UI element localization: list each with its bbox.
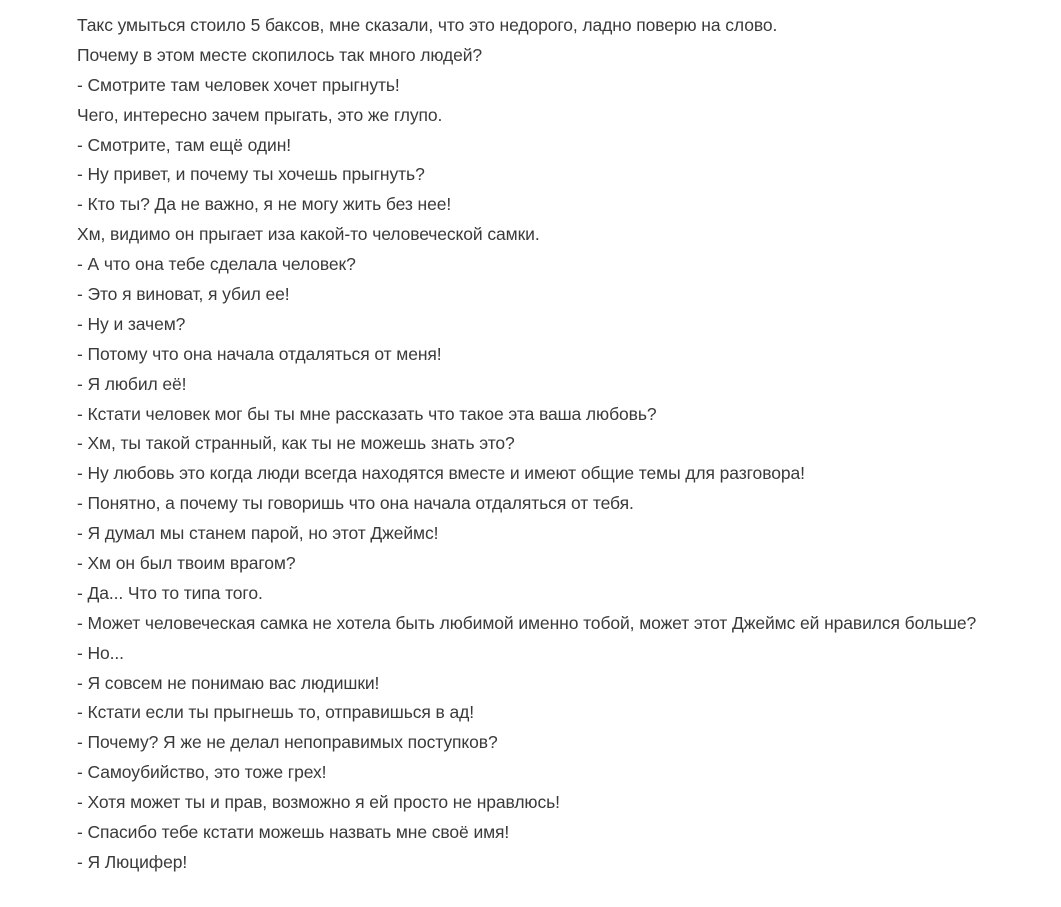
dialogue-line: - Хм он был твоим врагом? bbox=[77, 553, 296, 574]
paragraph: Такс умыться стоило 5 баксов, мне сказали, что это недорого, ладно поверю на слово. bbox=[77, 15, 778, 35]
dialogue-line: - Понятно, а почему ты говоришь что она начала отдаляться от тебя. bbox=[77, 493, 634, 514]
dialogue-line: - Ну и зачем? bbox=[77, 313, 186, 334]
paragraph: Чего, интересно зачем прыгать, это же глупо. bbox=[77, 104, 443, 125]
dialogue-line: - А что она тебе сделала человек? bbox=[77, 254, 356, 275]
dialogue-line: - Да... Что то типа того. bbox=[77, 582, 263, 603]
paragraph: Почему в этом месте скопилось так много людей? bbox=[77, 44, 483, 65]
dialogue-line: - Почему? Я же не делал непоправимых поступков? bbox=[77, 732, 498, 753]
dialogue-line: - Смотрите, там ещё один! bbox=[77, 134, 292, 155]
dialogue-line: - Потому что она начала отдаляться от меня! bbox=[77, 343, 442, 364]
dialogue-line: - Я думал мы станем парой, но этот Джеймс! bbox=[77, 523, 439, 544]
dialogue-line: - Хм, ты такой странный, как ты не можешь знать это? bbox=[77, 433, 515, 454]
dialogue-line: - Я Люцифер! bbox=[77, 851, 188, 872]
dialogue-line: - Хотя может ты и прав, возможно я ей просто не нравлюсь! bbox=[77, 792, 560, 813]
dialogue-line: - Самоубийство, это тоже грех! bbox=[77, 762, 327, 783]
paragraph: Хм, видимо он прыгает иза какой-то человеческой самки. bbox=[77, 224, 540, 245]
dialogue-line: - Кто ты? Да не важно, я не могу жить без нее! bbox=[77, 194, 452, 215]
dialogue-line: - Спасибо тебе кстати можешь назвать мне своё имя! bbox=[77, 822, 510, 843]
dialogue-line: - Это я виноват, я убил ее! bbox=[77, 284, 290, 305]
dialogue-line: - Кстати если ты прыгнешь то, отправишься в ад! bbox=[77, 702, 474, 723]
dialogue-line: - Ну привет, и почему ты хочешь прыгнуть? bbox=[77, 164, 425, 185]
dialogue-line: - Я совсем не понимаю вас людишки! bbox=[77, 672, 380, 693]
dialogue-line: - Но... bbox=[77, 642, 124, 663]
dialogue-line: - Я любил её! bbox=[77, 373, 187, 394]
story-text bbox=[36, 15, 1035, 882]
dialogue-line: - Может человеческая самка не хотела быть любимой именно тобой, может этот Джеймс ей нравился больше? bbox=[77, 612, 977, 633]
dialogue-line: - Кстати человек мог бы ты мне рассказать что такое эта ваша любовь? bbox=[77, 403, 657, 424]
dialogue-line: - Смотрите там человек хочет прыгнуть! bbox=[77, 74, 400, 95]
dialogue-line: - Ну любовь это когда люди всегда находятся вместе и имеют общие темы для разговора! bbox=[77, 463, 805, 484]
